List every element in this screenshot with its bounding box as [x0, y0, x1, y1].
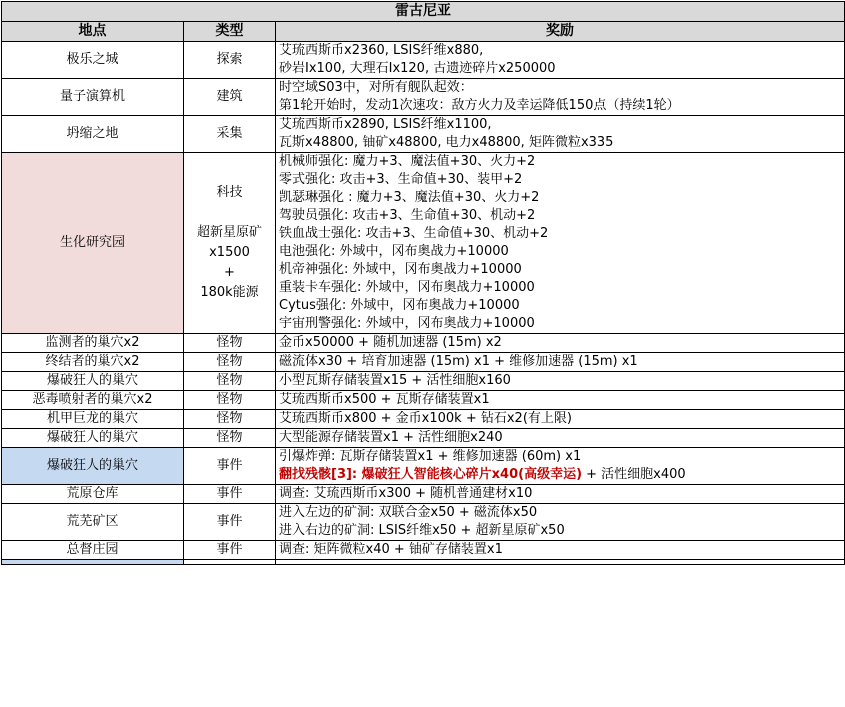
- type-cell: 探索: [184, 42, 276, 79]
- reward-line: 宇宙刑警强化: 外域中，冈布奥战力+10000: [279, 316, 535, 331]
- reward-cell: [276, 334, 845, 353]
- type-cell: [184, 560, 276, 565]
- table-row: [2, 429, 845, 448]
- reward-line: 机械师强化: 魔力+3、魔法值+30、火力+2: [279, 154, 536, 169]
- type-line: 科技: [216, 185, 243, 200]
- location-cell: 机甲巨龙的巢穴: [2, 410, 184, 429]
- location-cell: 总督庄园: [2, 541, 184, 560]
- reward-cell: [276, 116, 845, 153]
- type-cell: 建筑: [184, 79, 276, 116]
- reward-cell: [276, 504, 845, 541]
- table-row: [2, 116, 845, 153]
- location-cell: 爆破狂人的巢穴: [2, 372, 184, 391]
- reward-cell: [276, 448, 845, 485]
- type-cell: 怪物: [184, 334, 276, 353]
- reward-cell: [276, 372, 845, 391]
- reward-cell: [276, 410, 845, 429]
- reward-line: 艾琉西斯币x2360, LSIS纤维x880,: [279, 43, 484, 58]
- location-cell: 生化研究园: [2, 153, 184, 334]
- reward-line: 重装卡车强化: 外域中，冈布奥战力+10000: [279, 280, 535, 295]
- reward-line: 调查: 艾琉西斯币x300 + 随机普通建材x10: [279, 486, 533, 501]
- location-cell: 荒芜矿区: [2, 504, 184, 541]
- reward-line: 砂岩Ⅰx100, 大理石Ⅰx120, 古遗迹碎片x250000: [279, 61, 556, 76]
- reward-line: 艾琉西斯币x500 + 瓦斯存储装置x1: [279, 392, 490, 407]
- table-row: [2, 541, 845, 560]
- title-row: [2, 2, 845, 22]
- table-row: [2, 353, 845, 372]
- reward-line: 驾驶员强化: 攻击+3、生命值+30、机动+2: [279, 208, 536, 223]
- type-cell: 怪物: [184, 429, 276, 448]
- location-cell: 爆破狂人的巢穴: [2, 429, 184, 448]
- reward-line: 时空域S03中，对所有舰队起效：: [279, 80, 473, 95]
- location-cell: 监测者的巢穴x2: [2, 334, 184, 353]
- reward-line: 调查: 矩阵微粒x40 + 铀矿存储装置x1: [279, 542, 503, 557]
- table-row: [2, 504, 845, 541]
- type-cell: 事件: [184, 448, 276, 485]
- location-cell: 量子演算机: [2, 79, 184, 116]
- table-row: [2, 410, 845, 429]
- reward-cell: [276, 353, 845, 372]
- table-row: [2, 372, 845, 391]
- table-row: [2, 334, 845, 353]
- reward-line: 零式强化: 攻击+3、生命值+30、装甲+2: [279, 172, 523, 187]
- reward-cell: [276, 560, 845, 565]
- reward-line: 进入左边的矿洞: 双联合金x50 + 磁流体x50: [279, 505, 538, 520]
- type-line: x1500: [209, 245, 250, 260]
- table-row: [2, 485, 845, 504]
- reward-cell: [276, 42, 845, 79]
- reward-line: 大型能源存储装置x1 + 活性细胞x240: [279, 430, 503, 445]
- reward-line: 金币x50000 + 随机加速器 (15m) x2: [279, 335, 502, 350]
- type-cell: 采集: [184, 116, 276, 153]
- reward-line: 凯瑟琳强化 : 魔力+3、魔法值+30、火力+2: [279, 190, 540, 205]
- reward-line: [279, 466, 841, 484]
- table-row: [2, 448, 845, 485]
- reward-tail-text: + 活性细胞x400: [582, 467, 686, 482]
- reward-line: 小型瓦斯存储装置x15 + 活性细胞x160: [279, 373, 511, 388]
- table-row: [2, 391, 845, 410]
- location-cell: 终结者的巢穴x2: [2, 353, 184, 372]
- reward-line: 引爆炸弹: 瓦斯存储装置x1 + 维修加速器 (60m) x1: [279, 449, 582, 464]
- reward-line: 机帝神强化: 外域中，冈布奥战力+10000: [279, 262, 522, 277]
- reward-table: [1, 1, 845, 565]
- reward-line: 瓦斯x48800, 铀矿x48800, 电力x48800, 矩阵微粒x335: [279, 135, 614, 150]
- table-row: [2, 153, 845, 334]
- table-row: [2, 42, 845, 79]
- partial-row: [2, 560, 845, 565]
- location-cell: [2, 560, 184, 565]
- type-line: 180k能源: [200, 285, 259, 300]
- reward-cell: [276, 79, 845, 116]
- table-title: 雷古尼亚: [2, 2, 845, 22]
- reward-cell: [276, 485, 845, 504]
- type-cell: 事件: [184, 485, 276, 504]
- reward-line: 进入右边的矿洞: LSIS纤维x50 + 超新星原矿x50: [279, 523, 565, 538]
- type-cell: 怪物: [184, 391, 276, 410]
- location-cell: 爆破狂人的巢穴: [2, 448, 184, 485]
- header-row: [2, 22, 845, 42]
- header-type: 类型: [184, 22, 276, 42]
- location-cell: 坍缩之地: [2, 116, 184, 153]
- table-row: [2, 79, 845, 116]
- type-line: 超新星原矿: [196, 225, 262, 240]
- reward-cell: [276, 541, 845, 560]
- reward-cell: [276, 429, 845, 448]
- header-reward: 奖励: [276, 22, 845, 42]
- type-cell: 怪物: [184, 372, 276, 391]
- type-cell: 怪物: [184, 410, 276, 429]
- type-cell: [184, 153, 276, 334]
- reward-line: 艾琉西斯币x2890, LSIS纤维x1100,: [279, 117, 492, 132]
- reward-cell: [276, 391, 845, 410]
- reward-line: 磁流体x30 + 培育加速器 (15m) x1 + 维修加速器 (15m) x1: [279, 354, 638, 369]
- type-spacer: [187, 204, 272, 222]
- reward-line: 艾琉西斯币x800 + 金币x100k + 钻石x2(有上限): [279, 411, 572, 426]
- type-cell: 怪物: [184, 353, 276, 372]
- type-cell: 事件: [184, 504, 276, 541]
- location-cell: 极乐之城: [2, 42, 184, 79]
- reward-line: 第1轮开始时，发动1次速攻：敌方火力及幸运降低150点（持续1轮）: [279, 98, 680, 113]
- header-location: 地点: [2, 22, 184, 42]
- location-cell: 恶毒喷射者的巢穴x2: [2, 391, 184, 410]
- type-line: +: [224, 265, 235, 280]
- reward-line: Cytus强化: 外域中，冈布奥战力+10000: [279, 298, 520, 313]
- location-cell: 荒原仓库: [2, 485, 184, 504]
- reward-cell: [276, 153, 845, 334]
- reward-line: 铁血战士强化: 攻击+3、生命值+30、机动+2: [279, 226, 549, 241]
- type-cell: 事件: [184, 541, 276, 560]
- reward-line: 电池强化: 外域中，冈布奥战力+10000: [279, 244, 509, 259]
- highlight-reward-text: 翻找残骸[3]: 爆破狂人智能核心碎片x40(高级幸运): [279, 467, 583, 482]
